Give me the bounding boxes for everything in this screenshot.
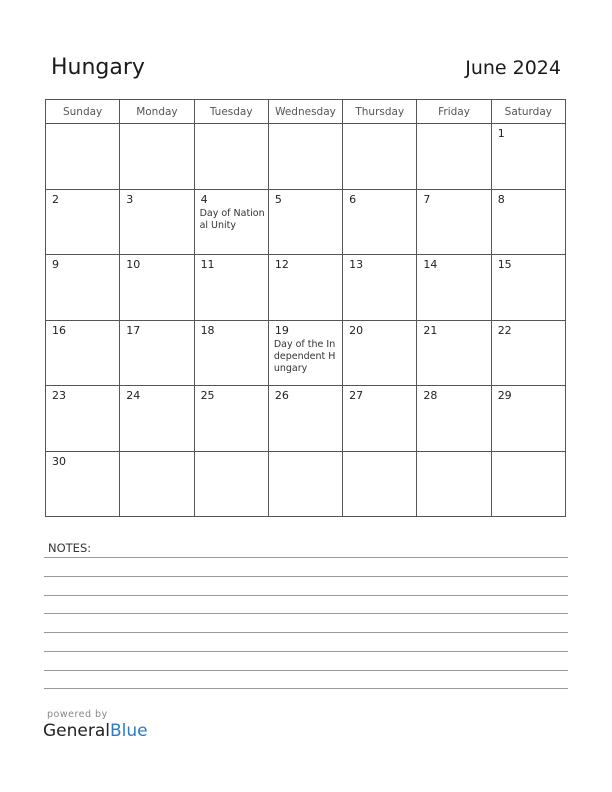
note-line (44, 576, 568, 577)
weekday-thursday: Thursday (343, 100, 417, 124)
day-cell (120, 189, 194, 255)
day-cell (194, 386, 268, 452)
day-cell (194, 451, 268, 517)
day-number: 20 (349, 323, 364, 337)
week-row (46, 255, 566, 321)
week-row (46, 124, 566, 190)
day-cell (46, 451, 120, 517)
day-cell (491, 451, 565, 517)
day-cell (194, 255, 268, 321)
brand-blue: Blue (110, 721, 148, 741)
day-number: 18 (200, 323, 215, 337)
day-cell (120, 320, 194, 386)
day-cell (491, 189, 565, 255)
day-cell (268, 189, 342, 255)
day-cell (120, 124, 194, 190)
day-number: 21 (423, 323, 438, 337)
day-cell (46, 386, 120, 452)
day-number: 11 (200, 258, 215, 271)
day-number: 2 (52, 192, 59, 206)
holiday-label: Day of National Unity (199, 207, 265, 231)
day-number: 26 (274, 389, 289, 402)
day-cell (343, 386, 417, 452)
day-cell (491, 320, 565, 386)
day-cell (268, 386, 342, 452)
day-cell (343, 451, 417, 517)
day-cell (46, 189, 120, 255)
day-number: 30 (52, 454, 66, 468)
day-cell (120, 386, 194, 452)
day-number: 14 (423, 258, 438, 271)
calendar-body (46, 124, 566, 517)
day-cell (268, 255, 342, 321)
note-line (44, 632, 568, 633)
day-cell (46, 320, 120, 386)
day-number: 29 (497, 389, 512, 402)
day-number: 24 (126, 389, 141, 402)
day-number: 19 (274, 323, 289, 337)
weekday-monday: Monday (120, 100, 194, 124)
day-number: 4 (200, 192, 208, 206)
day-cell (343, 320, 417, 386)
powered-by-text: powered by (47, 709, 108, 720)
day-cell (343, 124, 417, 190)
day-cell (417, 189, 491, 255)
day-cell (491, 255, 565, 321)
day-number: 3 (126, 192, 134, 206)
calendar-grid (45, 99, 566, 517)
day-cell (194, 189, 268, 255)
day-cell (120, 255, 194, 321)
note-line (44, 613, 568, 614)
day-cell (194, 320, 268, 386)
day-cell (417, 255, 491, 321)
day-number: 23 (52, 389, 66, 402)
note-line (44, 670, 568, 671)
weekday-friday: Friday (417, 100, 491, 124)
week-row (46, 320, 566, 386)
day-number: 22 (497, 323, 512, 337)
month-year-title: June 2024 (465, 57, 561, 79)
week-row (46, 386, 566, 452)
day-number: 17 (126, 323, 141, 337)
note-line (44, 595, 568, 596)
day-cell (417, 386, 491, 452)
day-number: 27 (349, 389, 364, 402)
day-number: 16 (52, 323, 66, 337)
day-number: 7 (423, 192, 431, 206)
day-number: 12 (274, 258, 289, 271)
day-cell (268, 451, 342, 517)
day-cell (268, 124, 342, 190)
brand-general: General (43, 721, 110, 741)
weekday-tuesday: Tuesday (194, 100, 268, 124)
week-row (46, 189, 566, 255)
day-cell (343, 189, 417, 255)
brand-logo (43, 721, 148, 741)
week-row (46, 451, 566, 517)
day-number: 8 (497, 192, 505, 206)
day-cell (417, 124, 491, 190)
day-number: 6 (349, 192, 357, 206)
day-cell (46, 124, 120, 190)
day-cell (120, 451, 194, 517)
note-line (44, 651, 568, 652)
weekday-saturday: Saturday (491, 100, 565, 124)
day-number: 25 (200, 389, 215, 402)
day-number: 10 (126, 258, 141, 271)
day-number: 15 (497, 258, 512, 271)
day-number: 28 (423, 389, 438, 402)
weekday-sunday: Sunday (46, 100, 120, 124)
day-cell (268, 320, 342, 386)
weekday-wednesday: Wednesday (268, 100, 342, 124)
day-cell (491, 124, 565, 190)
day-number: 13 (349, 258, 364, 271)
day-cell (46, 255, 120, 321)
day-cell (343, 255, 417, 321)
note-line (44, 688, 568, 689)
notes-label: NOTES: (48, 541, 92, 555)
day-cell (417, 451, 491, 517)
note-line (44, 557, 568, 558)
day-cell (194, 124, 268, 190)
holiday-label: Day of the Independent Hungary (273, 338, 336, 374)
day-number: 9 (52, 258, 59, 271)
day-number: 1 (497, 127, 505, 140)
day-cell (491, 386, 565, 452)
day-cell (417, 320, 491, 386)
weekday-header-row (46, 100, 566, 124)
day-number: 5 (274, 192, 282, 206)
country-title: Hungary (51, 55, 145, 80)
